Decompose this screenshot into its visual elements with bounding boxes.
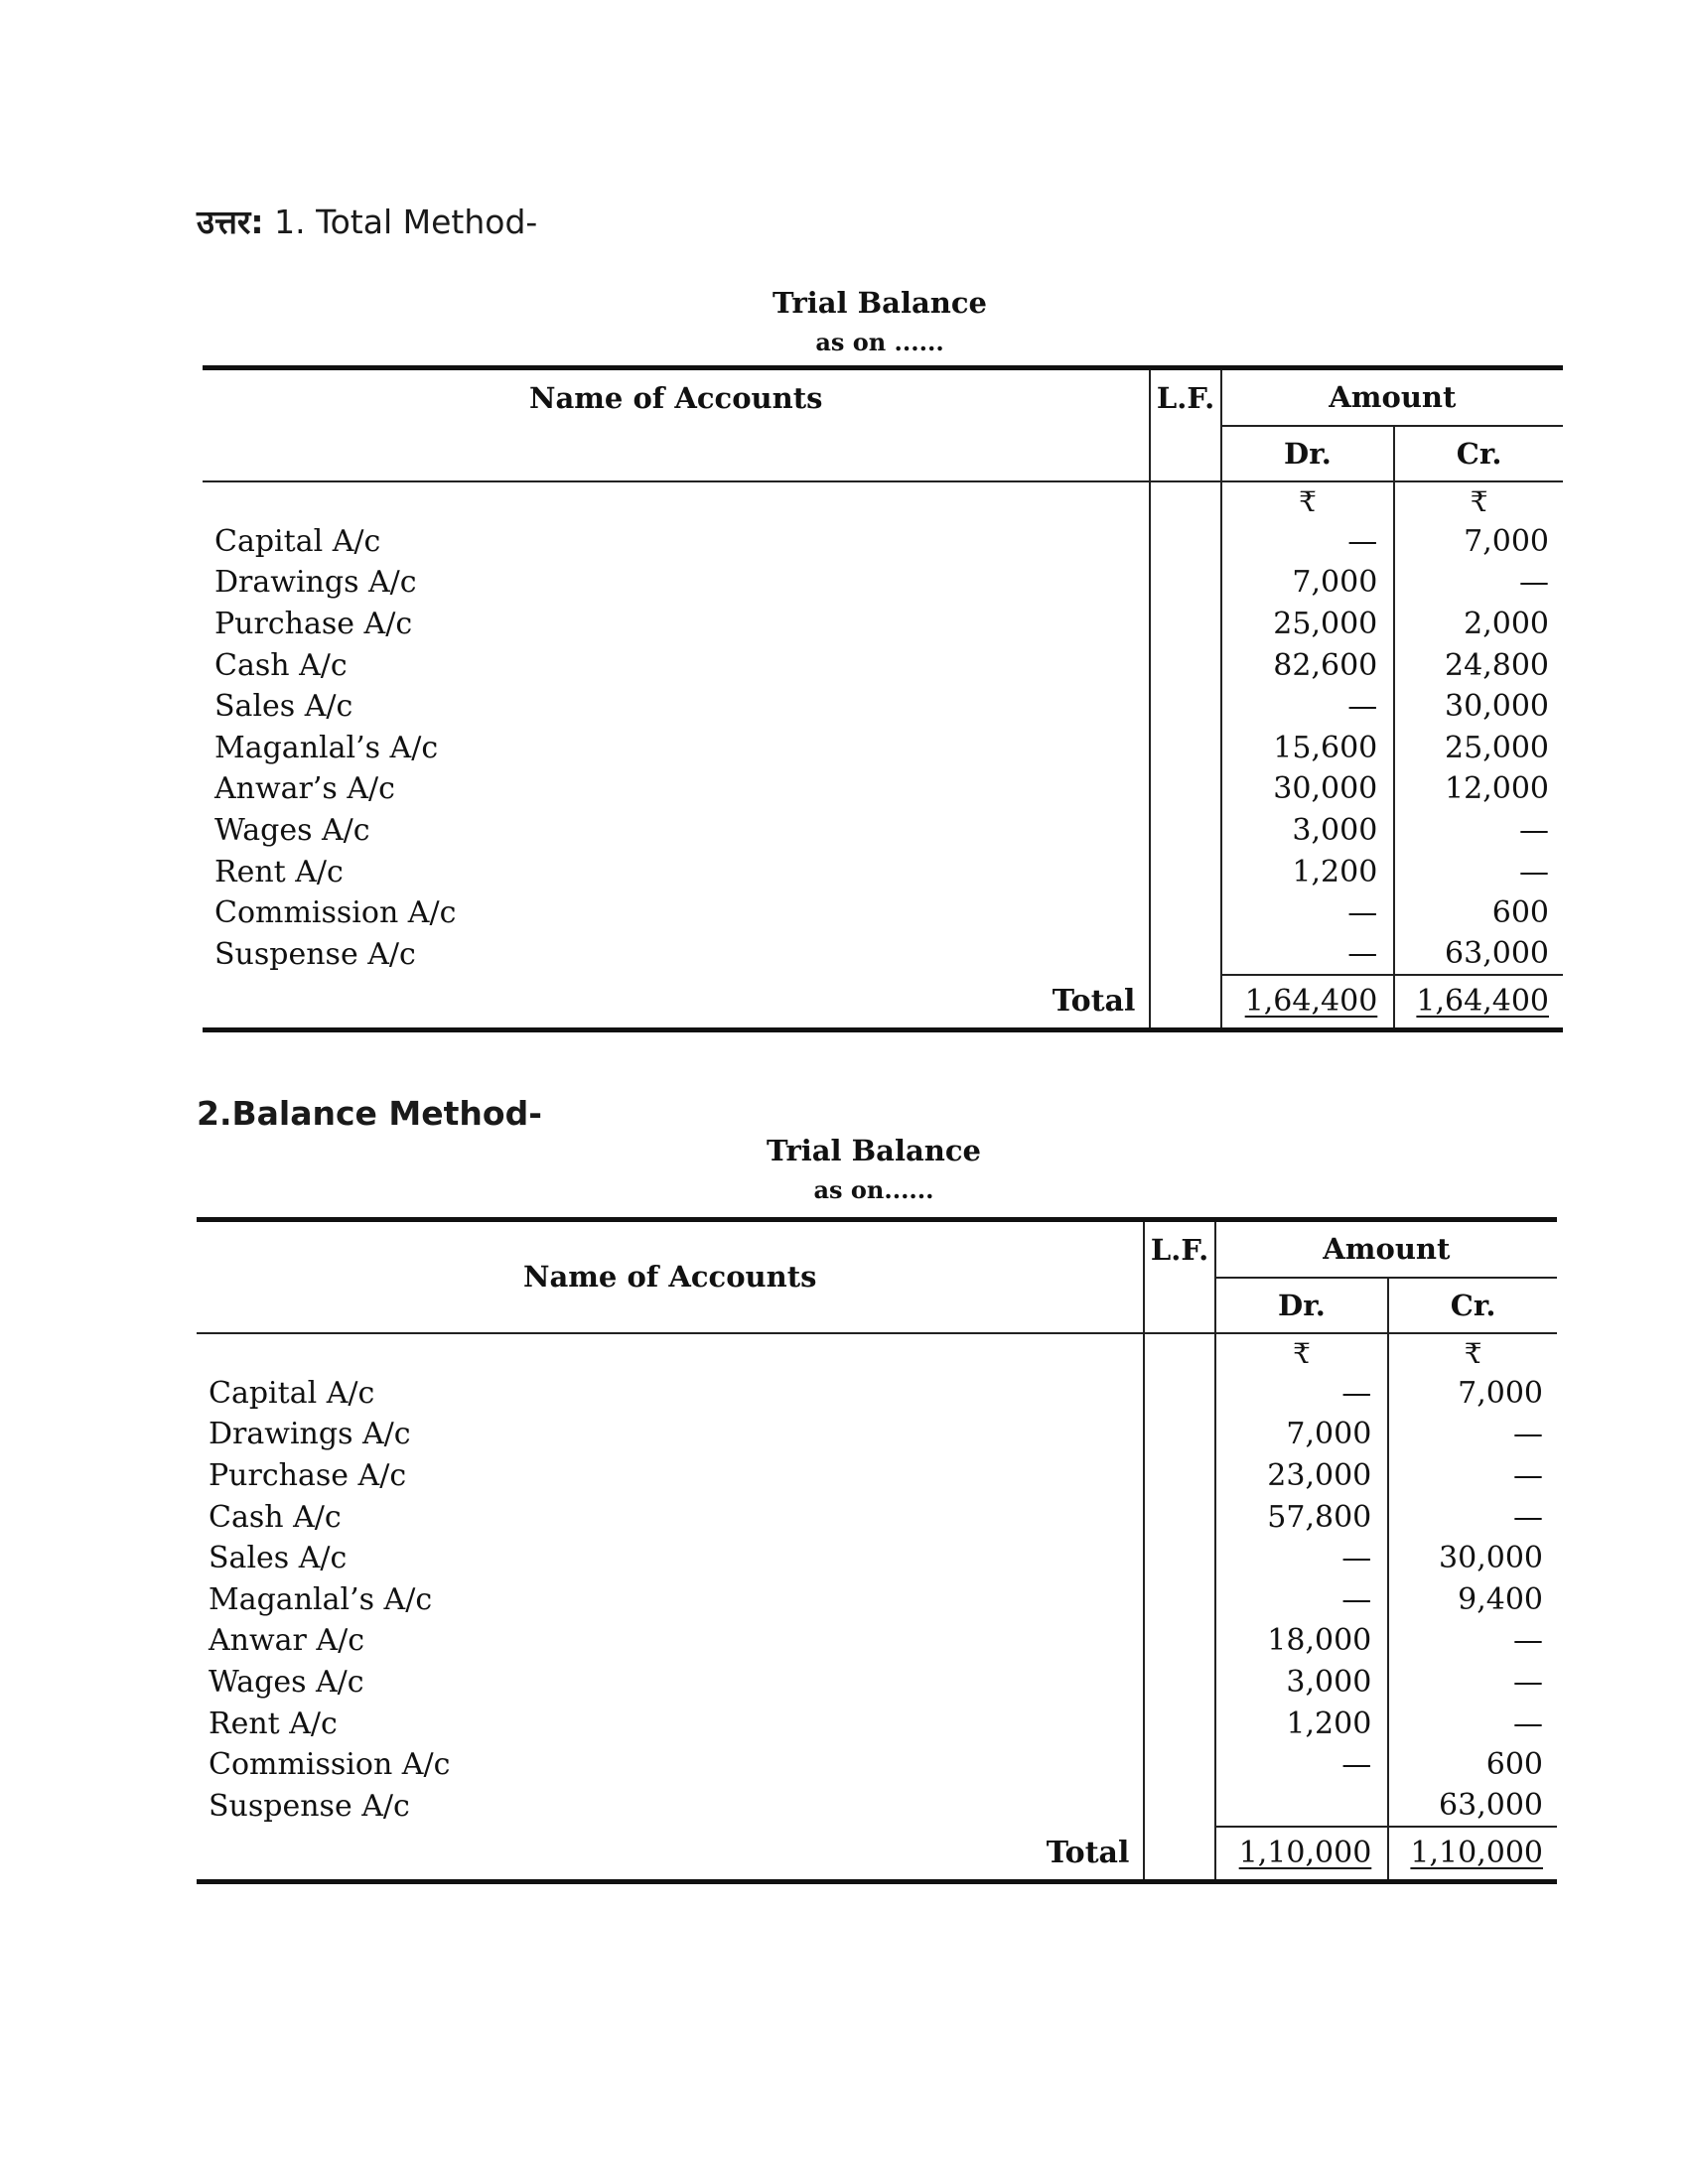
lf-cell bbox=[1150, 892, 1220, 934]
table-row bbox=[203, 686, 1563, 728]
section-1-heading bbox=[197, 199, 537, 243]
table-row bbox=[203, 892, 1563, 934]
debit-amount: 1,200 bbox=[1215, 1703, 1389, 1744]
credit-amount: — bbox=[1513, 1706, 1543, 1741]
credit-amount: — bbox=[1519, 565, 1549, 601]
table-row bbox=[197, 1496, 1557, 1538]
credit-amount: 30,000 bbox=[1445, 689, 1549, 725]
debit-amount: 25,000 bbox=[1221, 604, 1395, 645]
account-name: Anwar A/c bbox=[209, 1623, 365, 1659]
debit-amount: — bbox=[1221, 892, 1395, 934]
cr-header: Cr. bbox=[1388, 1278, 1557, 1333]
lf-cell bbox=[1150, 933, 1220, 975]
credit-amount: 7,000 bbox=[1458, 1375, 1543, 1411]
debit-amount bbox=[1215, 1785, 1389, 1827]
account-name: Sales A/c bbox=[214, 689, 353, 725]
table-row bbox=[203, 727, 1563, 768]
table-row bbox=[197, 1620, 1557, 1662]
amount-header: Amount bbox=[1221, 368, 1563, 426]
debit-amount: 82,600 bbox=[1221, 644, 1395, 686]
lf-cell bbox=[1144, 1703, 1214, 1744]
table-row bbox=[197, 1744, 1557, 1786]
name-of-accounts-header: Name of Accounts bbox=[197, 1220, 1144, 1333]
lf-cell bbox=[1144, 1496, 1214, 1538]
table-row bbox=[197, 1455, 1557, 1497]
table-1-body bbox=[203, 481, 1563, 1030]
total-credit: 1,64,400 bbox=[1394, 975, 1563, 1029]
credit-amount: — bbox=[1513, 1623, 1543, 1659]
debit-amount: 57,800 bbox=[1215, 1496, 1389, 1538]
credit-amount: 600 bbox=[1491, 895, 1549, 931]
rupee-symbol: ₹ bbox=[1215, 1333, 1389, 1373]
rupee-symbol: ₹ bbox=[1464, 1336, 1482, 1370]
table-row bbox=[197, 1538, 1557, 1579]
lf-cell bbox=[1144, 1455, 1214, 1497]
total-row bbox=[197, 1827, 1557, 1881]
lf-cell bbox=[1144, 1578, 1214, 1620]
debit-amount: 23,000 bbox=[1215, 1455, 1389, 1497]
credit-amount: — bbox=[1519, 854, 1549, 889]
dr-header: Dr. bbox=[1215, 1278, 1389, 1333]
table-row bbox=[197, 1373, 1557, 1415]
trial-balance-table-total-method bbox=[203, 365, 1563, 1032]
total-label: Total bbox=[203, 975, 1150, 1029]
lf-cell bbox=[1150, 975, 1220, 1029]
lf-cell bbox=[1144, 1662, 1214, 1704]
debit-amount: 1,200 bbox=[1221, 851, 1395, 892]
account-name: Rent A/c bbox=[214, 854, 344, 889]
total-debit: 1,64,400 bbox=[1221, 975, 1395, 1029]
account-name: Commission A/c bbox=[209, 1747, 451, 1783]
debit-amount: 7,000 bbox=[1221, 562, 1395, 604]
credit-amount: 9,400 bbox=[1458, 1581, 1543, 1617]
lf-cell bbox=[1144, 1538, 1214, 1579]
lf-cell bbox=[1150, 686, 1220, 728]
account-name: Sales A/c bbox=[209, 1541, 348, 1576]
total-label: Total bbox=[197, 1827, 1144, 1881]
lf-cell bbox=[1150, 644, 1220, 686]
lf-cell bbox=[1144, 1827, 1214, 1881]
debit-amount: 15,600 bbox=[1221, 727, 1395, 768]
account-name: Purchase A/c bbox=[214, 606, 413, 641]
dr-header: Dr. bbox=[1221, 426, 1395, 481]
lf-cell bbox=[1144, 1744, 1214, 1786]
credit-amount: 7,000 bbox=[1464, 523, 1549, 559]
table-row bbox=[197, 1785, 1557, 1827]
debit-amount: — bbox=[1221, 521, 1395, 563]
account-name: Drawings A/c bbox=[209, 1417, 411, 1452]
account-name: Maganlal’s A/c bbox=[209, 1581, 433, 1617]
table-row bbox=[197, 1662, 1557, 1704]
lf-cell bbox=[1144, 1373, 1214, 1415]
debit-amount: 30,000 bbox=[1221, 768, 1395, 810]
lf-cell bbox=[1150, 604, 1220, 645]
rupee-symbol: ₹ bbox=[1470, 484, 1488, 518]
table-2-subtitle: as on...... bbox=[813, 1175, 934, 1204]
cr-header: Cr. bbox=[1394, 426, 1563, 481]
table-row bbox=[197, 1414, 1557, 1455]
lf-cell bbox=[1150, 727, 1220, 768]
account-name: Wages A/c bbox=[209, 1664, 364, 1700]
lf-cell bbox=[1150, 810, 1220, 852]
credit-amount: 12,000 bbox=[1445, 771, 1549, 807]
credit-amount: 600 bbox=[1485, 1747, 1543, 1783]
lf-cell bbox=[1144, 1785, 1214, 1827]
account-name: Capital A/c bbox=[214, 523, 381, 559]
trial-balance-table-balance-method bbox=[197, 1217, 1557, 1884]
account-name: Suspense A/c bbox=[214, 936, 416, 972]
debit-amount: — bbox=[1215, 1373, 1389, 1415]
section-1-title: 1. Total Method- bbox=[274, 203, 538, 241]
account-name: Wages A/c bbox=[214, 812, 370, 848]
account-name: Capital A/c bbox=[209, 1375, 375, 1411]
debit-amount: — bbox=[1221, 686, 1395, 728]
account-name: Anwar’s A/c bbox=[214, 771, 395, 807]
table-row bbox=[203, 521, 1563, 563]
lf-header: L.F. bbox=[1144, 1220, 1214, 1278]
credit-amount: — bbox=[1513, 1664, 1543, 1700]
table-row bbox=[203, 562, 1563, 604]
account-name: Cash A/c bbox=[214, 647, 348, 683]
table-2-title: Trial Balance bbox=[767, 1134, 981, 1167]
answer-prefix: उत्तर: bbox=[197, 203, 264, 241]
credit-amount: 63,000 bbox=[1445, 936, 1549, 972]
table-1-subtitle: as on ...... bbox=[815, 328, 944, 356]
debit-amount: 3,000 bbox=[1221, 810, 1395, 852]
account-name: Purchase A/c bbox=[209, 1457, 407, 1493]
credit-amount: 25,000 bbox=[1445, 730, 1549, 765]
credit-amount: 63,000 bbox=[1439, 1788, 1543, 1824]
amount-header: Amount bbox=[1215, 1220, 1557, 1278]
table-row bbox=[197, 1703, 1557, 1744]
lf-cell bbox=[1150, 851, 1220, 892]
credit-amount: — bbox=[1519, 812, 1549, 848]
debit-amount: — bbox=[1215, 1744, 1389, 1786]
account-name: Drawings A/c bbox=[214, 565, 417, 601]
debit-amount: 18,000 bbox=[1215, 1620, 1389, 1662]
debit-amount: — bbox=[1215, 1538, 1389, 1579]
account-name: Rent A/c bbox=[209, 1706, 338, 1741]
credit-amount: 30,000 bbox=[1439, 1541, 1543, 1576]
table-row bbox=[197, 1578, 1557, 1620]
credit-amount: 2,000 bbox=[1464, 606, 1549, 641]
total-row bbox=[203, 975, 1563, 1029]
lf-cell bbox=[1144, 1414, 1214, 1455]
debit-amount: — bbox=[1215, 1578, 1389, 1620]
table-row bbox=[203, 851, 1563, 892]
section-2-heading: 2.Balance Method- bbox=[197, 1094, 542, 1133]
lf-cell bbox=[1144, 1620, 1214, 1662]
debit-amount: — bbox=[1221, 933, 1395, 975]
account-name: Cash A/c bbox=[209, 1499, 342, 1535]
account-name: Suspense A/c bbox=[209, 1788, 410, 1824]
credit-amount: — bbox=[1513, 1417, 1543, 1452]
credit-amount: — bbox=[1513, 1457, 1543, 1493]
table-row bbox=[203, 768, 1563, 810]
table-row bbox=[203, 933, 1563, 975]
account-name: Maganlal’s A/c bbox=[214, 730, 439, 765]
table-row bbox=[203, 810, 1563, 852]
lf-cell bbox=[1150, 768, 1220, 810]
lf-cell bbox=[1150, 521, 1220, 563]
credit-amount: 24,800 bbox=[1445, 647, 1549, 683]
account-name: Commission A/c bbox=[214, 895, 457, 931]
table-row bbox=[203, 604, 1563, 645]
lf-cell bbox=[1150, 562, 1220, 604]
debit-amount: 3,000 bbox=[1215, 1662, 1389, 1704]
debit-amount: 7,000 bbox=[1215, 1414, 1389, 1455]
rupee-symbol: ₹ bbox=[1221, 481, 1395, 521]
total-credit: 1,10,000 bbox=[1388, 1827, 1557, 1881]
name-of-accounts-header: Name of Accounts bbox=[203, 368, 1150, 426]
table-row bbox=[203, 644, 1563, 686]
table-2-body bbox=[197, 1333, 1557, 1882]
lf-header: L.F. bbox=[1150, 368, 1220, 426]
table-1-title: Trial Balance bbox=[773, 286, 987, 320]
credit-amount: — bbox=[1513, 1499, 1543, 1535]
total-debit: 1,10,000 bbox=[1215, 1827, 1389, 1881]
